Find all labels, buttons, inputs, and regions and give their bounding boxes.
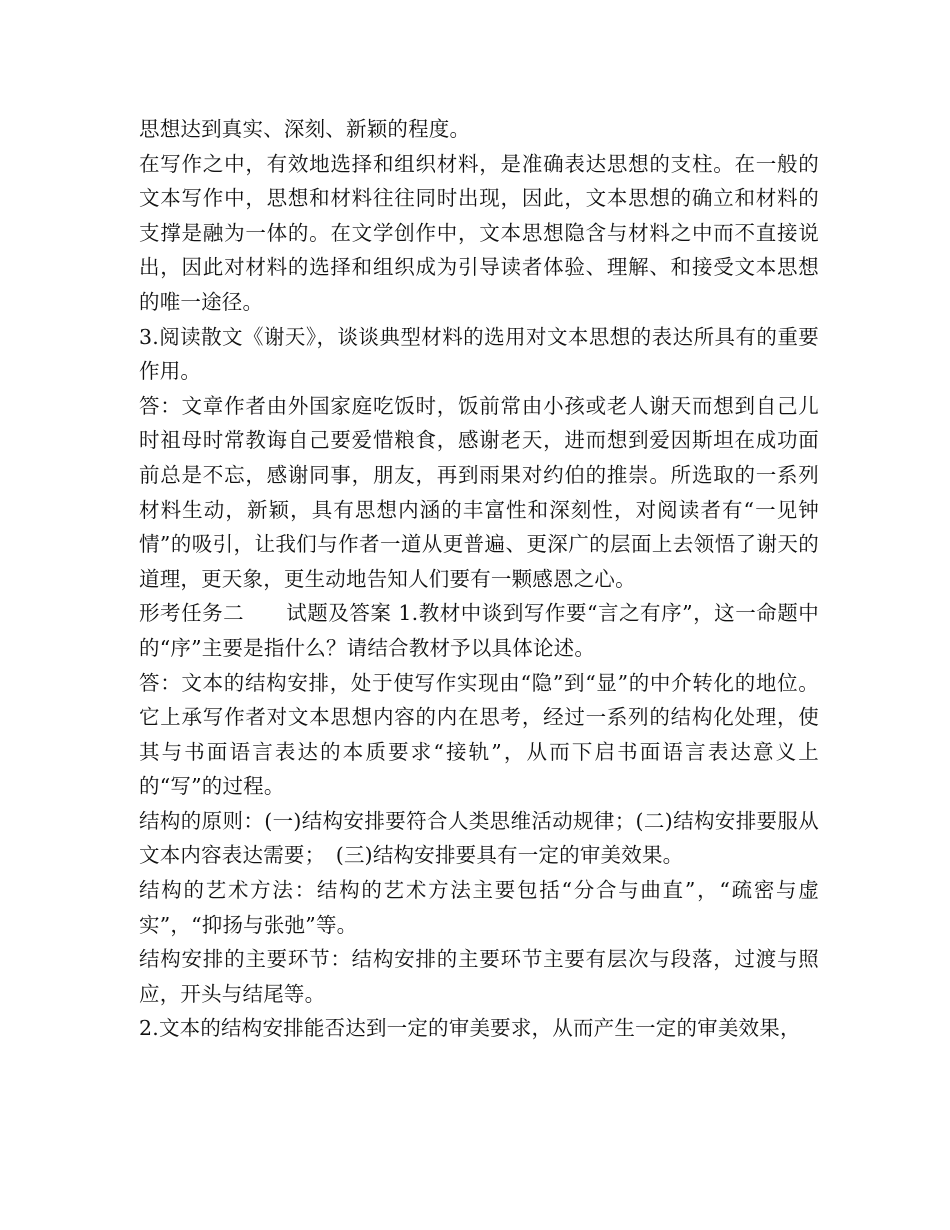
answer-1: 答：文本的结构安排，处于使写作实现由“隐”到“显”的中介转化的地位。它上承写作者对文本思想内容的内在思考，经过一系列的结构化处理，使其与书面语言表达的本质要求“接轨”，从而下启书面语言表达意义上的“写”的过程。 <box>139 670 819 799</box>
paragraph-continuation: 思想达到真实、深刻、新颖的程度。 <box>139 117 471 141</box>
structure-main-links: 结构安排的主要环节：结构安排的主要环节主要有层次与段落，过渡与照应，开头与结尾等。 <box>139 947 819 1006</box>
question-2: 2.文本的结构安排能否达到一定的审美要求，从而产生一定的审美效果， <box>139 1016 801 1041</box>
answer-3: 答：文章作者由外国家庭吃饭时，饭前常由小孩或老人谢天而想到自己儿时祖母时常教诲自己要爱惜粮食，感谢老天，进而想到爱因斯坦在成功面前总是不忘，感谢同事，朋友，再到雨果对约伯的推崇。所选取的一系列材料生动，新颖，具有思想内涵的丰富性和深刻性，对阅读者有“一见钟情”的吸引，让我们与作者一道从更普遍、更深广的层面上去领悟了谢天的道理，更天象，更生动地告知人们要有一颗感恩之心。 <box>139 393 819 591</box>
question-3: 3.阅读散文《谢天》，谈谈典型材料的选用对文本思想的表达所具有的重要作用。 <box>139 324 819 384</box>
task-two-question-1: 形考任务二 试题及答案 1.教材中谈到写作要“言之有序”，这一命题中的“序”主要是指什么？请结合教材予以具体论述。 <box>139 601 819 660</box>
structure-principles: 结构的原则：(一)结构安排要符合人类思维活动规律；(二)结构安排要服从文本内容表达需要； (三)结构安排要具有一定的审美效果。 <box>139 808 819 868</box>
paragraph-material-selection: 在写作之中，有效地选择和组织材料，是准确表达思想的支柱。在一般的文本写作中，思想和材料往往同时出现，因此，文本思想的确立和材料的支撑是融为一体的。在文学创作中，文本思想隐含与材料之中而不直接说出，因此对材料的选择和组织成为引导读者体验、理解、和接受文本思想的唯一途径。 <box>139 151 819 314</box>
structure-art-methods: 结构的艺术方法：结构的艺术方法主要包括“分合与曲直”，“疏密与虚实”，“抑扬与张弛”等。 <box>139 878 819 937</box>
document-body <box>139 112 819 1046</box>
